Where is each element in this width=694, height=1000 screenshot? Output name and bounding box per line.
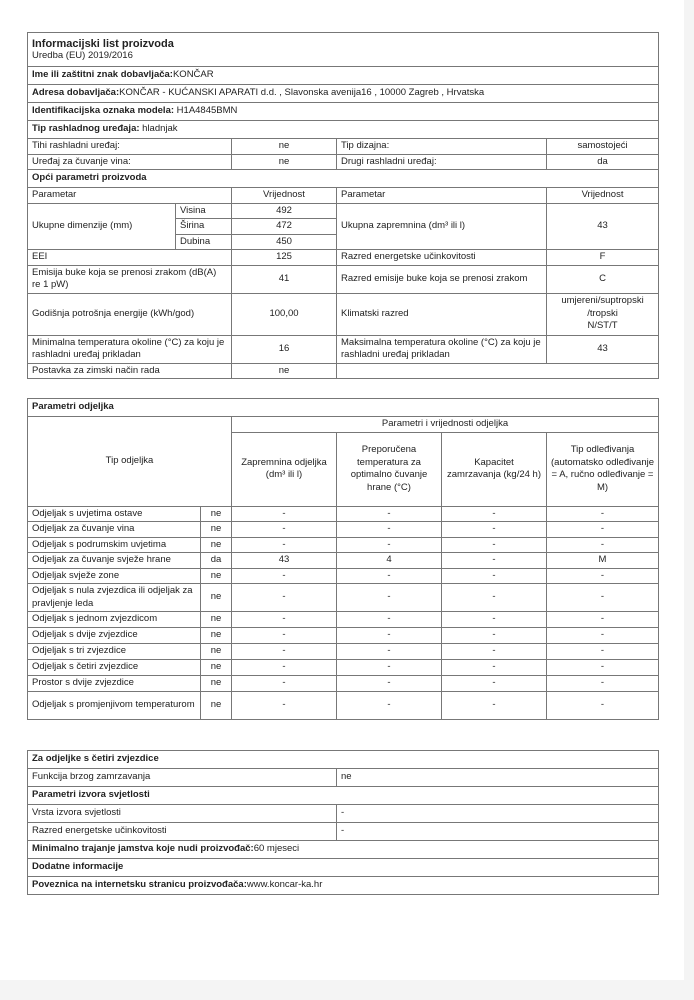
annual-energy-label: Godišnja potrošnja energije (kWh/god) xyxy=(28,293,232,335)
energy-class-label: Razred energetske učinkovitosti xyxy=(337,250,547,266)
max-temp-label: Maksimalna temperatura okoline (°C) za koju je rashladni uređaj prikladan xyxy=(337,335,547,363)
compartment-capacity: - xyxy=(442,612,547,628)
table-row xyxy=(28,676,659,692)
empty-cell xyxy=(337,363,659,379)
compartment-present: ne xyxy=(201,537,232,553)
climate-value-line-1: umjereni/suptropski xyxy=(561,295,644,307)
compartment-temp: - xyxy=(337,537,442,553)
compartment-capacity: - xyxy=(442,691,547,719)
compartment-present: ne xyxy=(201,644,232,660)
col-value-right: Vrijednost xyxy=(547,188,659,204)
noise-label: Emisija buke koja se prenosi zrakom (dB(A) re 1 pW) xyxy=(28,265,232,293)
table-row xyxy=(28,568,659,584)
compartment-name: Odjeljak s jednom zvjezdicom xyxy=(28,612,201,628)
width-value: 472 xyxy=(232,219,337,235)
compartment-capacity: - xyxy=(442,676,547,692)
design-value: samostojeći xyxy=(547,139,659,155)
compartment-volume: - xyxy=(232,612,337,628)
compartment-defrost: - xyxy=(547,537,659,553)
compartment-defrost: - xyxy=(547,522,659,538)
compartment-defrost: - xyxy=(547,628,659,644)
min-temp-label: Minimalna temperatura okoline (°C) za koju je rashladni uređaj prikladan xyxy=(28,335,232,363)
compartment-temp: - xyxy=(337,628,442,644)
address-value: KONČAR - KUĆANSKI APARATI d.d. , Slavonska avenija16 , 10000 Zagreb , Hrvatska xyxy=(119,87,485,99)
compartment-group-header: Parametri i vrijednosti odjeljka xyxy=(232,417,659,433)
compartment-temp: - xyxy=(337,676,442,692)
col-param-right: Parametar xyxy=(337,188,547,204)
other-appliance-value: da xyxy=(547,154,659,170)
general-section-title: Opći parametri proizvoda xyxy=(28,170,659,188)
compartment-volume: - xyxy=(232,506,337,522)
website-row xyxy=(28,877,659,895)
compartment-defrost: - xyxy=(547,644,659,660)
min-temp-value: 16 xyxy=(232,335,337,363)
compartment-volume: - xyxy=(232,644,337,660)
compartment-volume: - xyxy=(232,537,337,553)
compartment-temp: - xyxy=(337,506,442,522)
compartment-present: ne xyxy=(201,522,232,538)
wine-value: ne xyxy=(232,154,337,170)
col-volume: Zapremnina odjeljka (dm³ ili l) xyxy=(232,432,337,506)
model-value: H1A4845BMN xyxy=(174,105,238,117)
website-link[interactable]: www.koncar-ka.hr xyxy=(246,879,323,891)
compartment-name: Odjeljak svježe zone xyxy=(28,568,201,584)
warranty-value: 60 mjeseci xyxy=(253,843,300,855)
volume-value: 43 xyxy=(547,203,659,250)
compartment-name: Prostor s dvije zvjezdice xyxy=(28,676,201,692)
table-row xyxy=(28,522,659,538)
document-title: Informacijski list proizvoda xyxy=(32,37,174,50)
table-row xyxy=(28,537,659,553)
supplier-row xyxy=(28,67,659,85)
noise-value: 41 xyxy=(232,265,337,293)
compartment-present: ne xyxy=(201,676,232,692)
dimensions-label: Ukupne dimenzije (mm) xyxy=(28,203,176,250)
title-cell xyxy=(28,33,659,67)
other-appliance-label: Drugi rashladni uređaj: xyxy=(337,154,547,170)
compartment-name: Odjeljak s nula zvjezdica ili odjeljak za pravljenje leda xyxy=(28,584,201,612)
winter-label: Postavka za zimski način rada xyxy=(28,363,232,379)
depth-label: Dubina xyxy=(176,234,232,250)
compartment-capacity: - xyxy=(442,660,547,676)
compartment-name: Odjeljak s uvjetima ostave xyxy=(28,506,201,522)
compartment-temp: - xyxy=(337,612,442,628)
table-row xyxy=(28,644,659,660)
light-class-value: - xyxy=(337,823,659,841)
eei-label: EEI xyxy=(28,250,232,266)
light-type-value: - xyxy=(337,805,659,823)
compartment-volume: - xyxy=(232,676,337,692)
compartment-defrost: - xyxy=(547,584,659,612)
annual-energy-value: 100,00 xyxy=(232,293,337,335)
compartment-volume: 43 xyxy=(232,553,337,569)
warranty-label: Minimalno trajanje jamstva koje nudi proizvođač: xyxy=(32,843,254,855)
compartment-name: Odjeljak s četiri zvjezdice xyxy=(28,660,201,676)
width-label: Širina xyxy=(176,219,232,235)
additional-info-title: Dodatne informacije xyxy=(28,859,659,877)
compartment-present: ne xyxy=(201,691,232,719)
additional-info-table xyxy=(27,750,659,895)
compartment-name: Odjeljak s dvije zvjezdice xyxy=(28,628,201,644)
compartment-capacity: - xyxy=(442,522,547,538)
address-row xyxy=(28,85,659,103)
compartment-capacity: - xyxy=(442,553,547,569)
height-value: 492 xyxy=(232,203,337,219)
compartment-temp: 4 xyxy=(337,553,442,569)
compartment-present: ne xyxy=(201,506,232,522)
model-row xyxy=(28,103,659,121)
light-type-label: Vrsta izvora svjetlosti xyxy=(28,805,337,823)
compartment-capacity: - xyxy=(442,506,547,522)
product-info-table xyxy=(27,32,659,379)
compartment-name: Odjeljak s podrumskim uvjetima xyxy=(28,537,201,553)
compartment-name: Odjeljak s tri zvjezdice xyxy=(28,644,201,660)
address-label: Adresa dobavljača: xyxy=(32,87,120,99)
compartment-capacity: - xyxy=(442,568,547,584)
light-section-title: Parametri izvora svjetlosti xyxy=(28,787,659,805)
compartment-name: Odjeljak s promjenjivom temperaturom xyxy=(28,691,201,719)
website-label: Poveznica na internetsku stranicu proizvođača: xyxy=(32,879,247,891)
noise-class-value: C xyxy=(547,265,659,293)
noise-class-label: Razred emisije buke koja se prenosi zrakom xyxy=(337,265,547,293)
compartment-capacity: - xyxy=(442,628,547,644)
compartment-present: ne xyxy=(201,660,232,676)
regulation-text: Uredba (EU) 2019/2016 xyxy=(32,50,133,61)
col-param-left: Parametar xyxy=(28,188,232,204)
compartment-defrost: - xyxy=(547,506,659,522)
compartment-capacity: - xyxy=(442,584,547,612)
type-row xyxy=(28,121,659,139)
supplier-label: Ime ili zaštitni znak dobavljača: xyxy=(32,69,173,81)
table-row xyxy=(28,660,659,676)
compartment-present: ne xyxy=(201,612,232,628)
compartment-volume: - xyxy=(232,568,337,584)
compartment-rows xyxy=(28,506,659,719)
compartment-temp: - xyxy=(337,584,442,612)
light-class-label: Razred energetske učinkovitosti xyxy=(28,823,337,841)
warranty-row xyxy=(28,841,659,859)
type-label: Tip rashladnog uređaja: xyxy=(32,123,140,135)
eei-value: 125 xyxy=(232,250,337,266)
volume-label: Ukupna zapremnina (dm³ ili l) xyxy=(337,203,547,250)
compartment-temp: - xyxy=(337,522,442,538)
fast-freeze-value: ne xyxy=(337,769,659,787)
compartment-volume: - xyxy=(232,660,337,676)
max-temp-value: 43 xyxy=(547,335,659,363)
climate-value-line-2: /tropski xyxy=(587,307,618,319)
depth-value: 450 xyxy=(232,234,337,250)
energy-class-value: F xyxy=(547,250,659,266)
design-label: Tip dizajna: xyxy=(337,139,547,155)
col-freezing-capacity: Kapacitet zamrzavanja (kg/24 h) xyxy=(442,432,547,506)
compartment-defrost: - xyxy=(547,691,659,719)
compartment-present: da xyxy=(201,553,232,569)
table-row xyxy=(28,584,659,612)
model-label: Identifikacijska oznaka modela: xyxy=(32,105,175,117)
climate-label: Klimatski razred xyxy=(337,293,547,335)
climate-value-line-3: N/ST/T xyxy=(587,320,618,332)
col-defrost-type: Tip odleđivanja (automatsko odleđivanje = A, ručno odleđivanje = M) xyxy=(547,432,659,506)
compartment-present: ne xyxy=(201,628,232,644)
compartment-temp: - xyxy=(337,644,442,660)
climate-value xyxy=(547,293,659,335)
compartment-volume: - xyxy=(232,691,337,719)
compartment-table xyxy=(27,398,659,720)
compartment-defrost: - xyxy=(547,568,659,584)
winter-value: ne xyxy=(232,363,337,379)
compartment-capacity: - xyxy=(442,644,547,660)
compartment-present: ne xyxy=(201,584,232,612)
compartment-name: Odjeljak za čuvanje svježe hrane xyxy=(28,553,201,569)
wine-label: Uređaj za čuvanje vina: xyxy=(28,154,232,170)
compartment-defrost: - xyxy=(547,660,659,676)
compartment-volume: - xyxy=(232,584,337,612)
compartment-temp: - xyxy=(337,660,442,676)
table-row xyxy=(28,506,659,522)
compartment-section-title: Parametri odjeljka xyxy=(28,399,659,417)
compartment-present: ne xyxy=(201,568,232,584)
table-row xyxy=(28,691,659,719)
silent-value: ne xyxy=(232,139,337,155)
compartment-temp: - xyxy=(337,691,442,719)
compartment-volume: - xyxy=(232,522,337,538)
table-row xyxy=(28,612,659,628)
height-label: Visina xyxy=(176,203,232,219)
compartment-defrost: - xyxy=(547,676,659,692)
compartment-volume: - xyxy=(232,628,337,644)
compartment-capacity: - xyxy=(442,537,547,553)
supplier-value: KONČAR xyxy=(172,69,214,81)
compartment-temp: - xyxy=(337,568,442,584)
col-value-left: Vrijednost xyxy=(232,188,337,204)
table-row xyxy=(28,628,659,644)
col-temperature: Preporučena temperatura za optimalno čuvanje hrane (°C) xyxy=(337,432,442,506)
compartment-defrost: M xyxy=(547,553,659,569)
silent-label: Tihi rashladni uređaj: xyxy=(28,139,232,155)
compartment-name: Odjeljak za čuvanje vina xyxy=(28,522,201,538)
type-value: hladnjak xyxy=(139,123,178,135)
four-star-section-title: Za odjeljke s četiri zvjezdice xyxy=(28,751,659,769)
compartment-defrost: - xyxy=(547,612,659,628)
fast-freeze-label: Funkcija brzog zamrzavanja xyxy=(28,769,337,787)
col-compartment-type: Tip odjeljka xyxy=(28,417,232,507)
table-row xyxy=(28,553,659,569)
